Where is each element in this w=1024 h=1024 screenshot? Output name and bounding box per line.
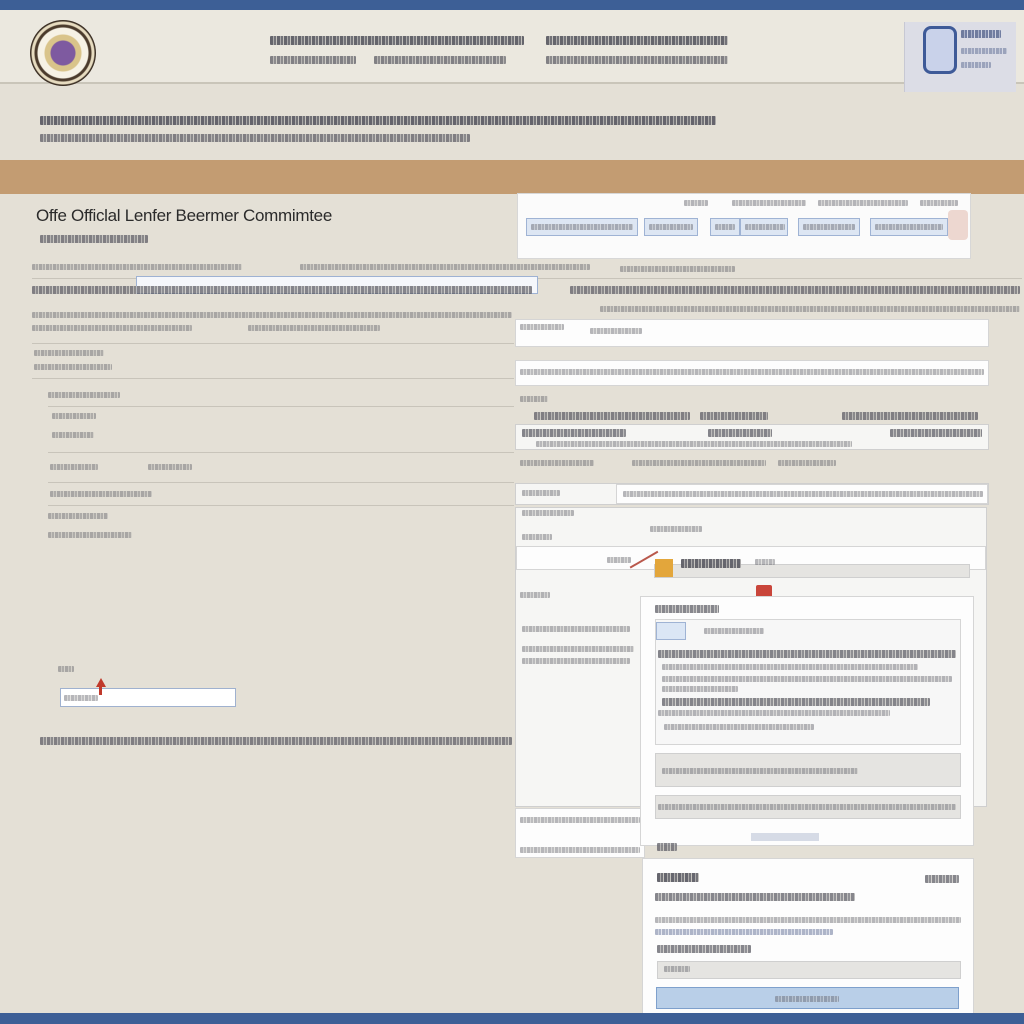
header-line	[546, 56, 728, 64]
toolbar-button[interactable]	[798, 218, 860, 236]
toolbar-button[interactable]	[740, 218, 788, 236]
emblem-icon	[923, 26, 957, 74]
top-brand-bar	[0, 0, 1024, 10]
list-item[interactable]	[48, 392, 120, 398]
header-line	[374, 56, 506, 64]
dialog-field[interactable]	[657, 961, 961, 979]
toolbar-scroll-icon[interactable]	[948, 210, 968, 240]
dialog-panel	[640, 596, 974, 846]
form-row[interactable]	[515, 424, 989, 450]
page-title: Offe Officlal Lenfer Beermer Commimtee	[36, 206, 332, 225]
submit-button[interactable]	[656, 987, 959, 1009]
list-item[interactable]	[52, 432, 94, 438]
form-row[interactable]	[515, 483, 989, 505]
site-header	[0, 10, 1024, 84]
selected-row[interactable]	[654, 564, 970, 578]
tab-selected[interactable]	[656, 622, 686, 640]
subtitle-line	[40, 235, 148, 243]
list-item[interactable]	[52, 413, 96, 419]
link-text[interactable]	[32, 286, 532, 294]
list-item[interactable]	[50, 491, 152, 497]
footnote-line	[40, 737, 512, 745]
header-line	[270, 56, 356, 64]
footer-bar	[0, 1013, 1024, 1024]
form-header-field[interactable]	[515, 319, 989, 347]
official-seal-icon[interactable]	[30, 20, 96, 86]
list-item[interactable]	[50, 464, 98, 470]
toolbar-button[interactable]	[870, 218, 948, 236]
emblem-panel	[904, 22, 1016, 92]
header-line	[546, 36, 728, 45]
side-note	[515, 808, 645, 858]
form-row[interactable]	[515, 360, 989, 386]
accent-band	[0, 160, 1024, 194]
toolbar-button[interactable]	[710, 218, 740, 236]
subheader-line	[40, 134, 470, 142]
dialog-message	[655, 753, 961, 787]
toolbar-button[interactable]	[644, 218, 698, 236]
header-line	[270, 36, 524, 45]
toolbar-button[interactable]	[526, 218, 638, 236]
list-item[interactable]	[148, 464, 192, 470]
dialog-field[interactable]	[655, 795, 961, 819]
toolbar	[517, 193, 971, 259]
search-input[interactable]	[60, 688, 236, 707]
subheader-line	[40, 116, 716, 125]
